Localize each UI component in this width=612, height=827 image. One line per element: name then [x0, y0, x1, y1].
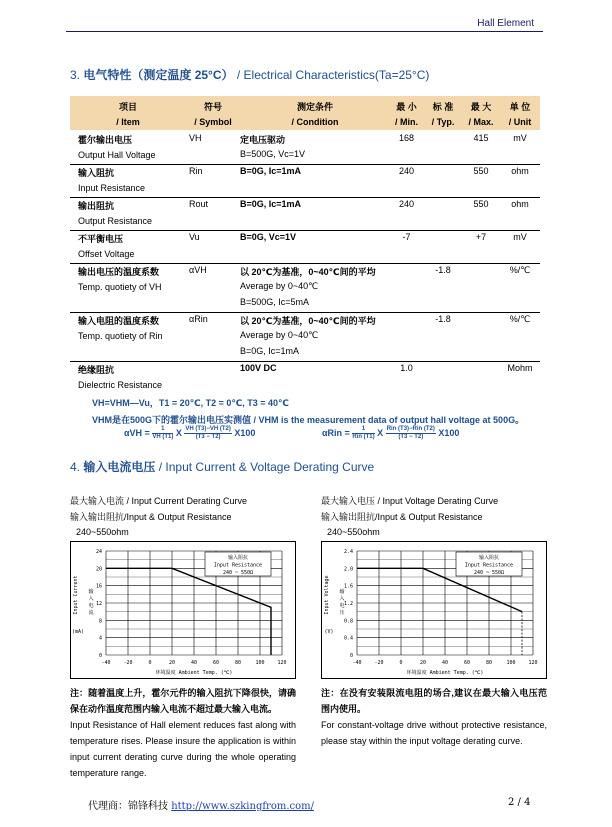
row-typ: -1.8 — [435, 265, 451, 275]
row-item-en: Temp. quotiety of Rin — [78, 331, 163, 341]
formula-lhs: αVH = — [124, 427, 150, 438]
row-item-en: Offset Voltage — [78, 249, 135, 259]
left-note — [70, 685, 296, 781]
x-tick-label: 80 — [485, 660, 493, 666]
x-tick-label: -20 — [374, 660, 384, 666]
fraction-denominator: (T3 − T2) — [195, 434, 221, 440]
legend-entry: 输入阻抗 — [478, 555, 500, 561]
y-tick-label: 0 — [98, 653, 102, 659]
column-header-max-en: / Max. — [468, 117, 494, 127]
fraction — [386, 426, 436, 441]
x-tick-label: -40 — [352, 660, 362, 666]
row-symbol: VH — [189, 133, 202, 143]
row-condition-1: 以 20℃为基准，0~40℃间的平均 — [240, 267, 376, 277]
y-axis-label-zh-char: 输 — [339, 589, 345, 595]
y-tick-label: 4 — [98, 635, 102, 642]
right-note-zh: 注：在没有安装限流电阻的场合,建议在最大输入电压范围内使用。 — [321, 688, 547, 714]
right-note-en: For constant-voltage drive without protective resistance, please stay within the input voltage derating curve. — [321, 720, 547, 746]
fraction-numerator: 1 — [352, 426, 374, 434]
row-unit: ohm — [511, 199, 529, 209]
row-condition-3: B=0G, Ic=1mA — [240, 346, 300, 356]
row-item-zh: 霍尔输出电压 — [78, 135, 133, 145]
column-header-min: 最 小 — [396, 102, 417, 112]
column-header-item-en: / Item — [116, 117, 140, 127]
row-condition-2: Average by 0~40℃ — [240, 330, 319, 340]
row-divider — [70, 230, 540, 231]
fraction — [152, 426, 173, 441]
column-header-typ: 标 准 — [432, 102, 454, 112]
section3-title — [70, 66, 429, 83]
row-typ: -1.8 — [435, 314, 451, 324]
row-condition-1: B=0G, Ic=1mA — [240, 199, 302, 209]
row-min: -7 — [402, 232, 411, 242]
y-axis-unit: (V) — [324, 629, 334, 635]
row-divider — [70, 263, 540, 264]
y-tick-label: 0.4 — [343, 635, 353, 642]
formula-times: X — [175, 427, 182, 438]
x-axis-label: 环境温度 Ambient Temp. (℃) — [406, 670, 484, 676]
y-tick-label: 20 — [95, 566, 102, 573]
left-note-zh: 注：随着温度上升，霍尔元件的输入阻抗下降很快，请确保在动作温度范围内输入电流不超过最大输入电流。 — [70, 688, 296, 714]
column-header-min-en: / Min. — [395, 117, 418, 127]
row-symbol: Vu — [189, 232, 200, 242]
column-header-symbol: 符号 — [203, 102, 222, 112]
row-max: 550 — [473, 166, 489, 176]
x-tick-label: 120 — [277, 660, 287, 666]
legend-entry: 输入阻抗 — [227, 555, 249, 561]
row-divider — [70, 164, 540, 165]
row-unit: ohm — [511, 166, 529, 176]
y-axis-label-zh-char: 电 — [339, 603, 345, 609]
y-tick-label: 24 — [95, 549, 102, 555]
left-caption-1: 最大输入电流 / Input Current Derating Curve — [70, 496, 248, 506]
y-tick-label: 2.0 — [343, 566, 353, 573]
x-tick-label: -20 — [123, 660, 133, 666]
section4-title — [70, 458, 374, 475]
row-item-zh: 输出电压的温度系数 — [78, 267, 160, 277]
input-current-derating-chart — [70, 541, 296, 679]
column-header-item: 项目 — [118, 102, 137, 112]
legend-entry: Input Resistance — [213, 562, 263, 569]
row-min: 240 — [398, 199, 415, 209]
y-axis-label-zh-char: 入 — [339, 596, 345, 602]
y-axis-label-zh-char: 电 — [88, 603, 94, 609]
row-item-en: Temp. quotiety of VH — [78, 282, 162, 292]
y-axis-label-zh-char: 压 — [339, 610, 345, 616]
footer-agent-name: 代理商：锦锋科技 — [88, 801, 168, 812]
row-condition-2: B=500G, Vc=1V — [240, 149, 306, 159]
header-title: Hall Element — [477, 18, 534, 29]
formula-alpha-rin — [322, 426, 459, 441]
column-header-symbol-en: / Symbol — [194, 117, 232, 127]
y-axis-label-zh-char: 入 — [88, 596, 94, 602]
row-min: 1.0 — [400, 363, 413, 373]
section4-title-en: / Input Current & Voltage Derating Curve — [158, 460, 375, 474]
footer-agent — [88, 797, 314, 812]
formula-times: X — [377, 427, 384, 438]
legend-entry: Input Resistance — [464, 562, 514, 569]
fraction-denominator: (T3 − T2) — [398, 434, 424, 440]
row-item-zh: 输入阻抗 — [78, 168, 115, 178]
row-item-zh: 绝缘阻抗 — [78, 365, 115, 375]
column-header-typ-en: / Typ. — [431, 117, 455, 127]
y-tick-label: 12 — [95, 601, 102, 607]
right-caption-3: 240~550ohm — [327, 527, 380, 537]
row-item-en: Output Resistance — [78, 216, 153, 226]
row-unit: %/℃ — [509, 314, 531, 324]
section3-title-zh: 电气特性（测定温度 25°C） — [83, 68, 234, 82]
footer-page-number: 2 / 4 — [508, 797, 531, 808]
row-symbol: αVH — [189, 265, 207, 275]
note-vhm: VHM是在500G下的霍尔输出电压实测值 / VHM is the measurement data of output hall voltage at 500G。 — [92, 415, 525, 425]
row-item-zh: 输出阻抗 — [78, 201, 115, 211]
legend-entry: 240 ~ 550Ω — [473, 570, 505, 576]
formula-times-100: X100 — [438, 427, 460, 438]
column-header-unit-en: / Unit — [508, 117, 532, 127]
fraction-numerator: VH (T3)−VH (T2) — [185, 426, 231, 432]
x-tick-label: 20 — [168, 660, 176, 666]
x-tick-label: 40 — [190, 660, 198, 666]
row-condition-1: 100V DC — [240, 363, 277, 373]
input-voltage-derating-chart — [321, 541, 547, 679]
y-axis-unit: (mA) — [71, 629, 85, 635]
row-min: 240 — [398, 166, 415, 176]
y-tick-label: 16 — [95, 583, 102, 590]
formula-lhs: αRin = — [322, 427, 350, 438]
footer-url-link[interactable]: http://www.szkingfrom.com/ — [171, 801, 314, 812]
fraction — [352, 426, 374, 441]
row-max: +7 — [475, 232, 487, 242]
y-tick-label: 1.2 — [343, 601, 353, 607]
fraction-numerator: Rin (T3)−Rin (T2) — [386, 426, 435, 432]
x-tick-label: -40 — [101, 660, 111, 666]
row-item-zh: 不平衡电压 — [78, 234, 124, 244]
row-condition-1: B=0G, Vc=1V — [240, 232, 297, 242]
row-divider — [70, 197, 540, 198]
column-header-max: 最 大 — [470, 102, 492, 112]
legend-entry: 240 ~ 550Ω — [222, 570, 254, 576]
row-max: 415 — [473, 133, 489, 143]
x-tick-label: 40 — [441, 660, 449, 666]
section3-title-en: / Electrical Characteristics(Ta=25°C) — [236, 68, 430, 82]
x-tick-label: 0 — [148, 660, 152, 666]
y-tick-label: 0.8 — [343, 618, 353, 625]
row-unit: %/℃ — [509, 265, 531, 275]
left-caption-2: 输入输出阻抗/Input & Output Resistance — [70, 512, 232, 522]
column-header-unit: 单 位 — [509, 102, 531, 112]
right-caption-2: 输入输出阻抗/Input & Output Resistance — [321, 512, 483, 522]
row-max: 550 — [473, 199, 489, 209]
fraction-denominator: Rin (T1) — [352, 434, 375, 440]
right-caption-1: 最大输入电压 / Input Voltage Derating Curve — [321, 496, 499, 506]
row-divider — [70, 312, 540, 313]
x-tick-label: 60 — [463, 660, 471, 666]
header-rule — [66, 31, 543, 32]
y-tick-label: 1.6 — [343, 583, 353, 590]
row-min: 168 — [398, 133, 415, 143]
y-tick-label: 8 — [98, 618, 102, 625]
formula-alpha-vh — [124, 426, 255, 441]
row-condition-3: B=500G, Ic=5mA — [240, 297, 310, 307]
x-tick-label: 100 — [255, 660, 265, 666]
x-tick-label: 20 — [419, 660, 427, 666]
y-tick-label: 0 — [349, 653, 353, 659]
formula-times-100: X100 — [234, 427, 256, 438]
y-axis-label-en: Input Voltage — [324, 575, 330, 615]
row-divider — [70, 361, 540, 362]
left-note-en: Input Resistance of Hall element reduces fast along with temperature rises. Please insure the application is within input current derating curve during the whole operating temperature range. — [70, 720, 296, 778]
row-unit: mV — [513, 133, 527, 143]
x-tick-label: 60 — [212, 660, 220, 666]
row-item-en: Input Resistance — [78, 183, 146, 193]
section4-title-zh: 输入电流电压 — [83, 460, 156, 474]
x-axis-label: 环境温度 Ambient Temp. (℃) — [155, 670, 233, 676]
y-axis-label-zh-char: 输 — [88, 589, 94, 595]
row-item-zh: 输入电阻的温度系数 — [78, 316, 160, 326]
row-item-en: Output Hall Voltage — [78, 150, 156, 160]
row-condition-1: B=0G, Ic=1mA — [240, 166, 302, 176]
fraction — [184, 426, 232, 441]
section3-number: 3. — [70, 68, 81, 82]
note-definitions: VH=VHM—Vu，T1 = 20℃, T2 = 0℃, T3 = 40℃ — [92, 398, 289, 408]
row-symbol: Rout — [189, 199, 209, 209]
y-tick-label: 2.4 — [343, 549, 353, 555]
x-tick-label: 100 — [506, 660, 516, 666]
row-condition-2: Average by 0~40℃ — [240, 281, 319, 291]
row-symbol: αRin — [189, 314, 208, 324]
row-item-en: Dielectric Resistance — [78, 380, 163, 390]
section4-number: 4. — [70, 460, 81, 474]
right-note — [321, 685, 547, 749]
x-tick-label: 0 — [399, 660, 403, 666]
row-unit: Mohm — [507, 363, 533, 373]
column-header-condition-en: / Condition — [291, 117, 339, 127]
y-axis-label-zh-char: 流 — [88, 610, 94, 616]
row-condition-1: 以 20℃为基准，0~40℃间的平均 — [240, 316, 376, 326]
x-tick-label: 120 — [528, 660, 538, 666]
x-tick-label: 80 — [234, 660, 242, 666]
fraction-numerator: 1 — [152, 426, 173, 434]
row-condition-1: 定电压驱动 — [240, 135, 286, 145]
fraction-denominator: VH (T1) — [152, 434, 174, 440]
row-symbol: Rin — [189, 166, 203, 176]
row-unit: mV — [513, 232, 527, 242]
y-axis-label-en: Input Current — [73, 575, 79, 615]
left-caption-3: 240~550ohm — [76, 527, 129, 537]
column-header-condition: 测定条件 — [296, 102, 333, 112]
